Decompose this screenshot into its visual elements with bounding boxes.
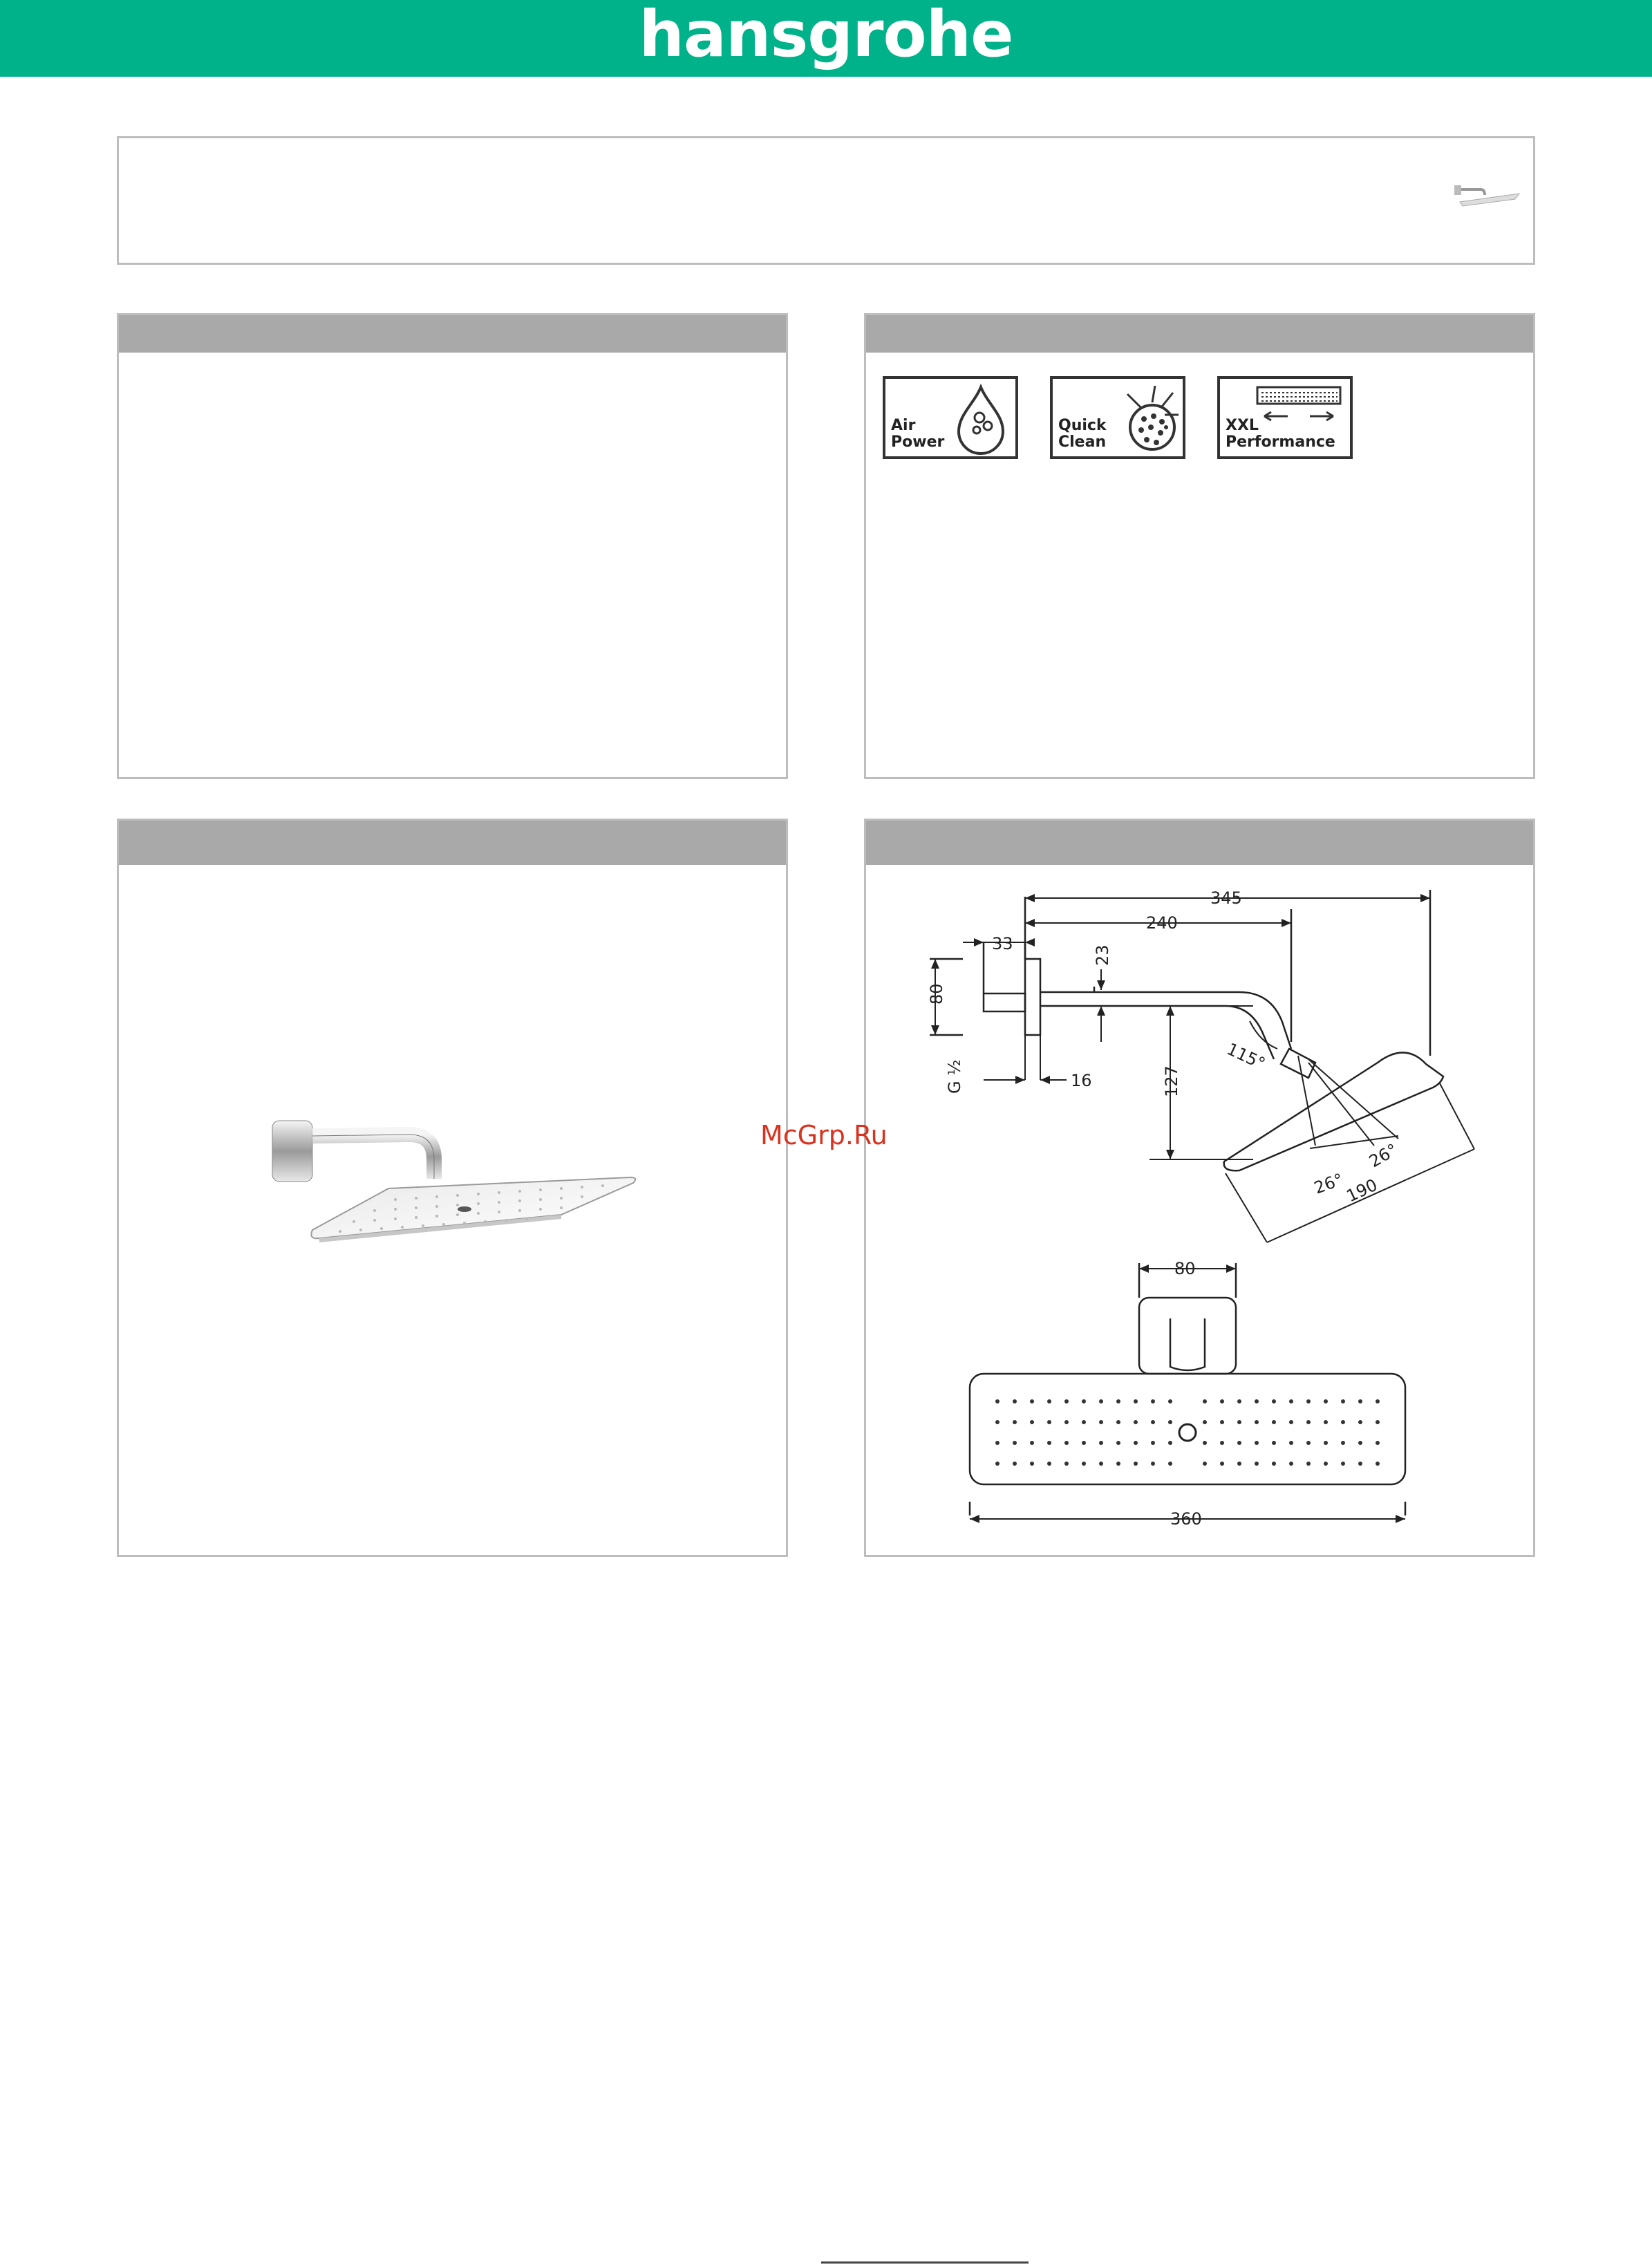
feature-air-power [883, 376, 1018, 459]
title-box [117, 136, 1535, 265]
feature-quick-clean [1050, 376, 1185, 459]
dim-127-label: 127 [1162, 1065, 1181, 1097]
brand-logo: hansgrohe [639, 0, 1013, 71]
dim-345-label: 345 [1210, 888, 1242, 908]
dim-33-label: 33 [992, 934, 1013, 953]
dim-16-label: 16 [1071, 1071, 1092, 1090]
dim-190-label: 190 [1343, 1175, 1381, 1206]
panel-header [866, 315, 1533, 353]
angle-26b-label: 26° [1366, 1139, 1401, 1172]
feature-label: Quick Clean [1058, 417, 1107, 451]
shower-head-image [271, 1111, 658, 1277]
angle-115-label: 115° [1223, 1039, 1268, 1074]
angle-26a-label: 26° [1311, 1169, 1346, 1198]
product-thumbnail [1453, 184, 1522, 212]
panel-header [119, 315, 786, 353]
dim-240-label: 240 [1146, 913, 1178, 933]
dim-80-top-label: 80 [1174, 1259, 1196, 1278]
description-panel [117, 313, 788, 779]
technical-drawing-panel [864, 819, 1535, 1557]
feature-xxl-performance [1217, 376, 1353, 459]
feature-label: XXL Performance [1226, 417, 1335, 451]
feature-label: Air Power [891, 417, 945, 451]
dim-80-side-label: 80 [927, 983, 946, 1005]
watermark: McGrp.Ru [760, 1120, 888, 1150]
dimension-drawing [866, 821, 1533, 1555]
panel-header [119, 821, 786, 865]
product-image-panel [117, 819, 788, 1557]
air-drop-icon [946, 383, 1015, 455]
thread-label: G ½ [945, 1059, 964, 1094]
dim-360-label: 360 [1170, 1509, 1202, 1529]
footer-divider [821, 2261, 1029, 2264]
features-panel [864, 313, 1535, 779]
quick-clean-nozzle-icon [1114, 382, 1185, 456]
dim-23-label: 23 [1093, 944, 1112, 966]
